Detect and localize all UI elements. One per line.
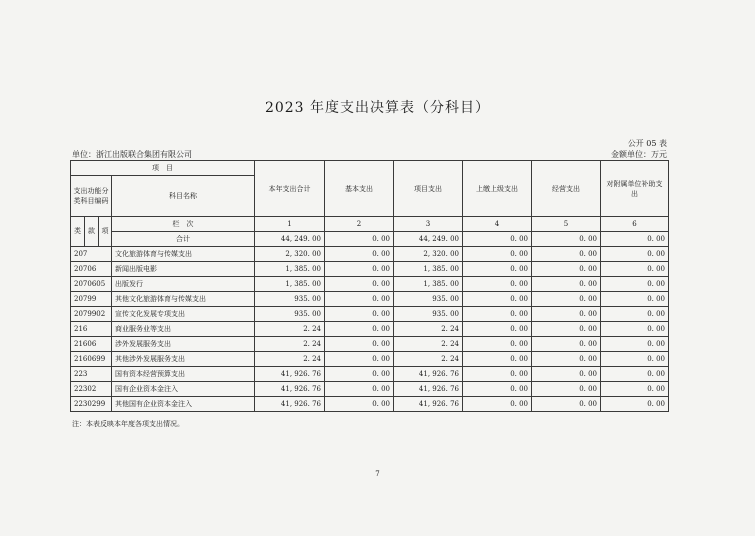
col-num: 3 xyxy=(394,217,463,232)
row-name: 文化旅游体育与传媒支出 xyxy=(112,247,255,262)
col-num: 4 xyxy=(463,217,532,232)
page-title: 2023 年度支出决算表（分科目） xyxy=(264,100,491,116)
table-row xyxy=(71,322,669,337)
header-lei: 类 xyxy=(71,217,85,247)
table-row xyxy=(71,307,669,322)
total-value: 0. 00 xyxy=(325,232,394,247)
row-value: 0. 00 xyxy=(325,277,394,292)
row-value: 0. 00 xyxy=(532,352,601,367)
total-value: 44, 249. 00 xyxy=(255,232,325,247)
table-row xyxy=(71,367,669,382)
row-value: 0. 00 xyxy=(532,337,601,352)
row-name: 其他文化旅游体育与传媒支出 xyxy=(112,292,255,307)
col-num: 5 xyxy=(532,217,601,232)
row-code: 216 xyxy=(71,322,112,337)
row-value: 0. 00 xyxy=(325,307,394,322)
row-value: 0. 00 xyxy=(601,292,669,307)
row-value: 2. 24 xyxy=(255,322,325,337)
row-code: 2230299 xyxy=(71,397,112,412)
total-value: 0. 00 xyxy=(532,232,601,247)
table-row xyxy=(71,262,669,277)
row-code: 20799 xyxy=(71,292,112,307)
row-value: 1, 385. 00 xyxy=(255,262,325,277)
table-row xyxy=(71,247,669,262)
row-value: 2. 24 xyxy=(255,352,325,367)
row-value: 0. 00 xyxy=(601,247,669,262)
row-value: 0. 00 xyxy=(463,262,532,277)
row-value: 0. 00 xyxy=(601,352,669,367)
row-name: 宣传文化发展专项支出 xyxy=(112,307,255,322)
header-xiang: 项 xyxy=(99,217,112,247)
total-value: 0. 00 xyxy=(601,232,669,247)
header-name: 科目名称 xyxy=(112,176,255,217)
row-value: 935. 00 xyxy=(255,292,325,307)
header-lanci: 栏 次 xyxy=(112,217,255,232)
row-value: 0. 00 xyxy=(601,307,669,322)
row-value: 2. 24 xyxy=(394,337,463,352)
row-value: 0. 00 xyxy=(463,352,532,367)
row-value: 41, 926. 76 xyxy=(394,397,463,412)
row-value: 2. 24 xyxy=(255,337,325,352)
row-value: 0. 00 xyxy=(325,367,394,382)
header-col-1: 本年支出合计 xyxy=(255,161,325,217)
row-value: 1, 385. 00 xyxy=(394,262,463,277)
row-value: 0. 00 xyxy=(325,382,394,397)
col-num: 6 xyxy=(601,217,669,232)
table-row xyxy=(71,337,669,352)
row-value: 2, 320. 00 xyxy=(394,247,463,262)
row-value: 935. 00 xyxy=(255,307,325,322)
table-row xyxy=(71,352,669,367)
row-code: 22302 xyxy=(71,382,112,397)
expenditure-table xyxy=(70,160,669,412)
row-value: 2. 24 xyxy=(394,322,463,337)
row-value: 0. 00 xyxy=(532,322,601,337)
row-code: 207 xyxy=(71,247,112,262)
row-value: 0. 00 xyxy=(325,352,394,367)
col-num: 1 xyxy=(255,217,325,232)
table-row xyxy=(71,382,669,397)
row-name: 其他国有企业资本金注入 xyxy=(112,397,255,412)
row-value: 0. 00 xyxy=(463,367,532,382)
row-value: 0. 00 xyxy=(532,307,601,322)
total-row xyxy=(71,232,669,247)
header-col-2: 基本支出 xyxy=(325,161,394,217)
row-value: 0. 00 xyxy=(601,367,669,382)
row-code: 2070605 xyxy=(71,277,112,292)
row-value: 0. 00 xyxy=(601,397,669,412)
table-row xyxy=(71,292,669,307)
row-value: 0. 00 xyxy=(325,337,394,352)
row-value: 0. 00 xyxy=(463,322,532,337)
header-col-4: 上缴上级支出 xyxy=(463,161,532,217)
row-value: 0. 00 xyxy=(532,292,601,307)
row-name: 商业服务业等支出 xyxy=(112,322,255,337)
row-value: 0. 00 xyxy=(463,397,532,412)
table-row xyxy=(71,397,669,412)
row-value: 0. 00 xyxy=(463,307,532,322)
row-value: 0. 00 xyxy=(325,262,394,277)
row-value: 0. 00 xyxy=(532,277,601,292)
row-value: 0. 00 xyxy=(325,247,394,262)
row-value: 0. 00 xyxy=(463,337,532,352)
row-value: 0. 00 xyxy=(601,262,669,277)
row-value: 0. 00 xyxy=(463,382,532,397)
row-value: 41, 926. 76 xyxy=(255,367,325,382)
total-label: 合计 xyxy=(112,232,255,247)
table-row xyxy=(71,277,669,292)
total-value: 44, 249. 00 xyxy=(394,232,463,247)
row-value: 0. 00 xyxy=(601,337,669,352)
row-name: 出版发行 xyxy=(112,277,255,292)
row-name: 国有资本经营预算支出 xyxy=(112,367,255,382)
row-value: 0. 00 xyxy=(601,277,669,292)
row-value: 1, 385. 00 xyxy=(255,277,325,292)
row-code: 20706 xyxy=(71,262,112,277)
row-value: 0. 00 xyxy=(532,247,601,262)
row-code: 2079902 xyxy=(71,307,112,322)
header-col-5: 经营支出 xyxy=(532,161,601,217)
row-value: 1, 385. 00 xyxy=(394,277,463,292)
row-value: 2. 24 xyxy=(394,352,463,367)
form-code: 公开 05 表 xyxy=(627,139,667,148)
row-value: 0. 00 xyxy=(532,262,601,277)
row-value: 0. 00 xyxy=(532,367,601,382)
row-name: 其他涉外发展服务支出 xyxy=(112,352,255,367)
amount-unit: 金额单位：万元 xyxy=(611,150,667,159)
unit-name: 单位：浙江出版联合集团有限公司 xyxy=(72,150,192,159)
row-value: 0. 00 xyxy=(325,397,394,412)
header-code: 支出功能分类科目编码 xyxy=(71,176,112,217)
row-value: 0. 00 xyxy=(532,397,601,412)
row-value: 0. 00 xyxy=(463,247,532,262)
table-note: 注：本表反映本年度各项支出情况。 xyxy=(72,420,184,428)
row-value: 0. 00 xyxy=(601,382,669,397)
row-value: 41, 926. 76 xyxy=(255,382,325,397)
row-value: 0. 00 xyxy=(532,382,601,397)
row-value: 0. 00 xyxy=(463,292,532,307)
row-name: 国有企业资本金注入 xyxy=(112,382,255,397)
row-value: 41, 926. 76 xyxy=(394,367,463,382)
row-name: 涉外发展服务支出 xyxy=(112,337,255,352)
total-value: 0. 00 xyxy=(463,232,532,247)
header-item: 项 目 xyxy=(71,161,255,176)
row-code: 21606 xyxy=(71,337,112,352)
col-num: 2 xyxy=(325,217,394,232)
header-kuan: 款 xyxy=(85,217,99,247)
row-value: 0. 00 xyxy=(325,322,394,337)
row-value: 0. 00 xyxy=(463,277,532,292)
row-value: 41, 926. 76 xyxy=(255,397,325,412)
row-code: 2160699 xyxy=(71,352,112,367)
header-col-3: 项目支出 xyxy=(394,161,463,217)
row-code: 223 xyxy=(71,367,112,382)
header-col-6: 对附属单位补助支出 xyxy=(601,161,669,217)
row-value: 2, 320. 00 xyxy=(255,247,325,262)
row-value: 41, 926. 76 xyxy=(394,382,463,397)
row-value: 0. 00 xyxy=(601,322,669,337)
row-value: 935. 00 xyxy=(394,307,463,322)
page-number: 7 xyxy=(375,470,380,478)
row-name: 新闻出版电影 xyxy=(112,262,255,277)
row-value: 935. 00 xyxy=(394,292,463,307)
row-value: 0. 00 xyxy=(325,292,394,307)
